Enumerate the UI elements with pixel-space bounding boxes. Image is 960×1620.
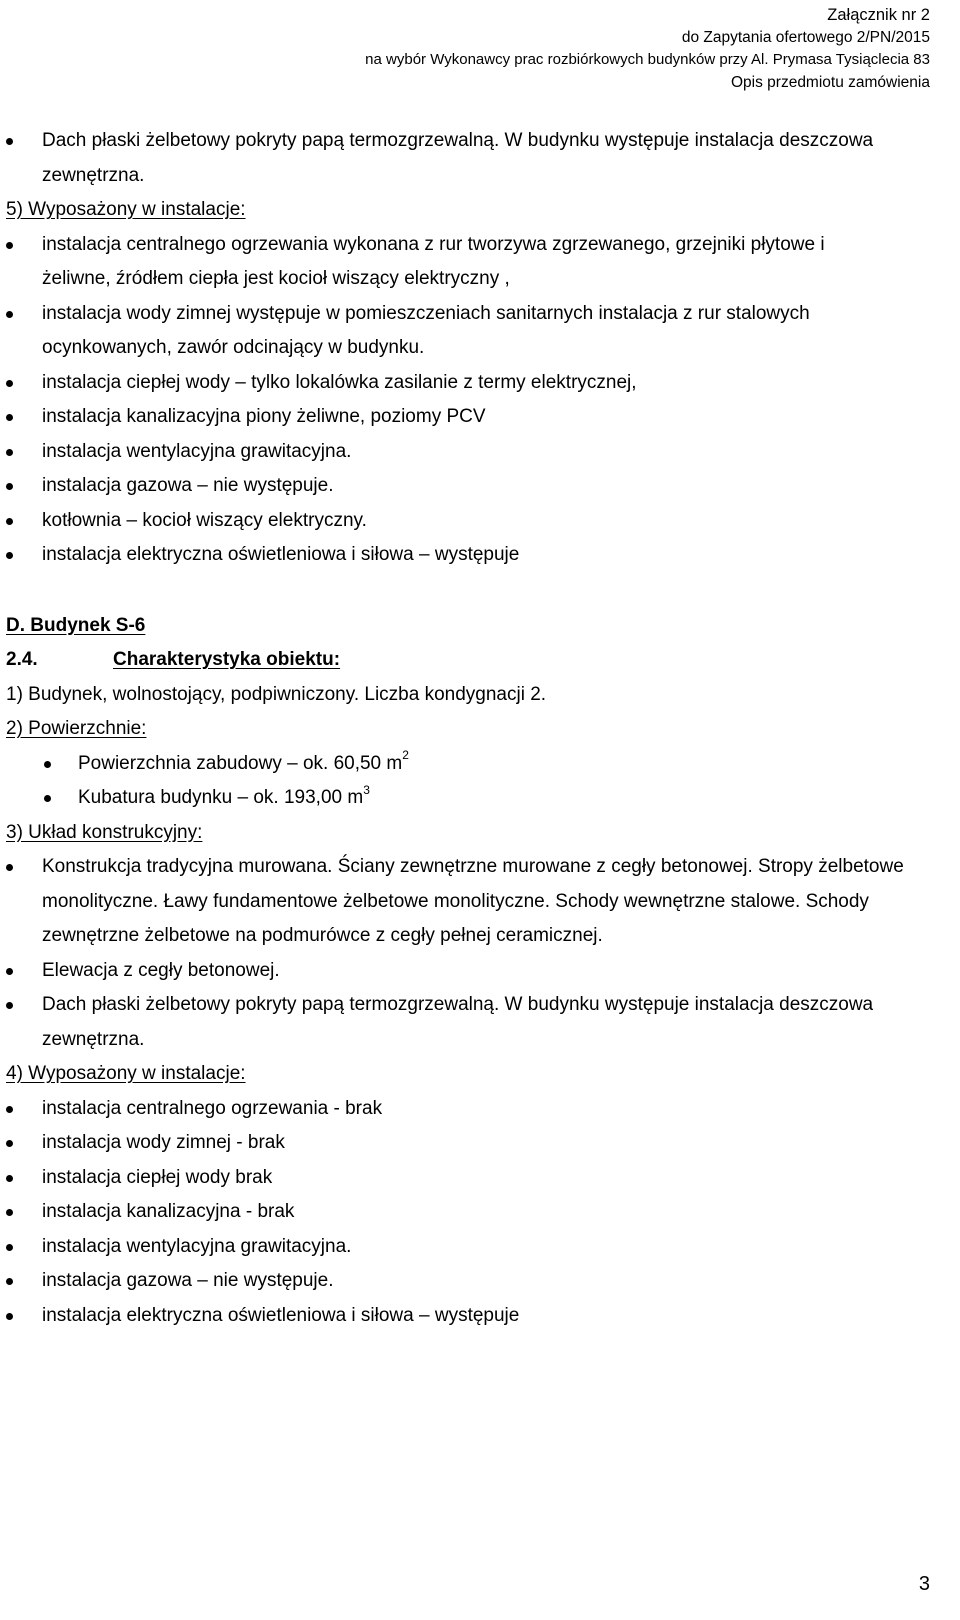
header-contractor: na wybór Wykonawcy prac rozbiórkowych budynków przy Al. Prymasa Tysiąclecia 83 xyxy=(365,51,930,68)
list-item-text: instalacja ciepłej wody – tylko lokalówka zasilanie z termy elektrycznej, xyxy=(42,371,637,393)
bullet-icon xyxy=(6,138,13,145)
roof-text: Dach płaski żelbetowy pokryty papą termozgrzewalną. W budynku występuje instalacja deszczowa zewnętrzna. xyxy=(42,130,874,186)
characteristics-heading xyxy=(6,643,946,678)
list-item xyxy=(6,1161,946,1196)
list-item xyxy=(6,228,946,297)
list-item xyxy=(6,504,946,539)
page-header xyxy=(365,4,930,94)
equipment-heading xyxy=(6,1057,946,1092)
page-number: 3 xyxy=(918,1573,930,1595)
list-item-text: instalacja gazowa – nie występuje. xyxy=(42,1270,334,1291)
equipment-heading xyxy=(6,193,946,228)
list-item xyxy=(6,988,946,1057)
list-item xyxy=(6,538,946,573)
list-item-text: instalacja wody zimnej występuje w pomieszczeniach sanitarnych instalacja z rur stalowych ocynkowanych, zawór odcinający w budynku. xyxy=(42,302,810,358)
document-body xyxy=(6,124,946,1333)
equipment-heading-text: 4) Wyposażony w instalacje: xyxy=(6,1063,246,1084)
list-item xyxy=(6,850,946,954)
list-item xyxy=(6,366,946,401)
bullet-icon xyxy=(6,1106,13,1113)
list-item-text: instalacja centralnego ogrzewania - brak xyxy=(42,1097,383,1119)
list-item-text: kotłownia – kocioł wiszący elektryczny. xyxy=(42,509,367,531)
bullet-icon xyxy=(6,414,13,421)
list-item xyxy=(6,1126,946,1161)
list-item-text: instalacja elektryczna oświetleniowa i siłowa – występuje xyxy=(42,1304,520,1326)
bullet-icon xyxy=(6,1209,13,1216)
bullet-icon xyxy=(6,1140,13,1147)
bullet-icon xyxy=(6,1175,13,1182)
list-item xyxy=(6,781,946,816)
volume-text: Kubatura budynku – ok. 193,00 m xyxy=(78,787,364,808)
bullet-icon xyxy=(6,1313,13,1320)
list-item-text: instalacja gazowa – nie występuje. xyxy=(42,475,334,496)
list-item xyxy=(6,1299,946,1334)
header-inquiry: do Zapytania ofertowego 2/PN/2015 xyxy=(681,28,930,46)
list-item-text: instalacja kanalizacyjna - brak xyxy=(42,1201,295,1222)
list-item-text: instalacja wentylacyjna grawitacyjna. xyxy=(42,1235,352,1257)
list-item-text: instalacja ciepłej wody brak xyxy=(42,1166,273,1188)
header-description: Opis przedmiotu zamówienia xyxy=(730,73,930,91)
paragraph-building: 1) Budynek, wolnostojący, podpiwniczony. Liczba kondygnacji 2. xyxy=(6,683,547,705)
bullet-icon xyxy=(6,242,13,249)
list-item xyxy=(6,124,946,193)
areas-heading-text: 2) Powierzchnie: xyxy=(6,718,147,739)
facade-text: Elewacja z cegły betonowej. xyxy=(42,959,280,981)
list-item xyxy=(6,435,946,470)
areas-heading xyxy=(6,712,946,747)
bullet-icon xyxy=(6,380,13,387)
characteristics-title: Charakterystyka obiektu: xyxy=(113,649,341,670)
section-title-text: D. Budynek S-6 xyxy=(6,614,146,636)
bullet-icon xyxy=(6,552,13,559)
list-item-text: instalacja elektryczna oświetleniowa i siłowa – występuje xyxy=(42,544,520,565)
roof-text: Dach płaski żelbetowy pokryty papą termozgrzewalną. W budynku występuje instalacja deszczowa zewnętrzna. xyxy=(42,994,874,1050)
bullet-icon xyxy=(6,518,13,525)
area-unit-exponent: 2 xyxy=(402,748,409,763)
construction-text: Konstrukcja tradycyjna murowana. Ściany zewnętrzne murowane z cegły betonowej. Stropy żelbetowe monolityczne. Ławy fundamentowe żelbetowe monolityczne. Schody wewnętrzne stalowe. Schody zewnętrzne żelbetowe na podmurówce z cegły pełnej ceramicznej. xyxy=(42,856,904,946)
bullet-icon xyxy=(44,795,51,802)
list-item xyxy=(6,400,946,435)
list-item-text: instalacja kanalizacyjna piony żeliwne, poziomy PCV xyxy=(42,406,486,427)
list-item xyxy=(6,747,946,782)
area-text: Powierzchnia zabudowy – ok. 60,50 m xyxy=(78,752,403,774)
equipment-heading-text: 5) Wyposażony w instalacje: xyxy=(6,199,246,220)
structure-heading-text: 3) Układ konstrukcyjny: xyxy=(6,821,203,843)
bullet-icon xyxy=(6,968,13,975)
list-item xyxy=(6,1230,946,1265)
bullet-icon xyxy=(44,761,51,768)
list-item-text: instalacja centralnego ogrzewania wykonana z rur tworzywa zgrzewanego, grzejniki płytowe i żeliwne, źródłem ciepła jest kocioł wiszący elektryczny , xyxy=(42,233,825,289)
spacer xyxy=(6,573,946,609)
characteristics-number: 2.4. xyxy=(6,649,38,670)
list-item xyxy=(6,954,946,989)
list-item xyxy=(6,469,946,504)
list-item xyxy=(6,297,946,366)
bullet-icon xyxy=(6,1278,13,1285)
bullet-icon xyxy=(6,311,13,318)
list-item xyxy=(6,1092,946,1127)
bullet-icon xyxy=(6,864,13,871)
bullet-icon xyxy=(6,449,13,456)
list-item xyxy=(6,1264,946,1299)
volume-unit-exponent: 3 xyxy=(363,782,370,797)
bullet-icon xyxy=(6,1002,13,1009)
bullet-icon xyxy=(6,1244,13,1251)
section-title xyxy=(6,609,946,644)
structure-heading xyxy=(6,816,946,851)
header-attachment: Załącznik nr 2 xyxy=(827,6,930,24)
list-item-text: instalacja wody zimnej - brak xyxy=(42,1132,285,1153)
bullet-icon xyxy=(6,483,13,490)
list-item xyxy=(6,1195,946,1230)
list-item-text: instalacja wentylacyjna grawitacyjna. xyxy=(42,440,352,462)
